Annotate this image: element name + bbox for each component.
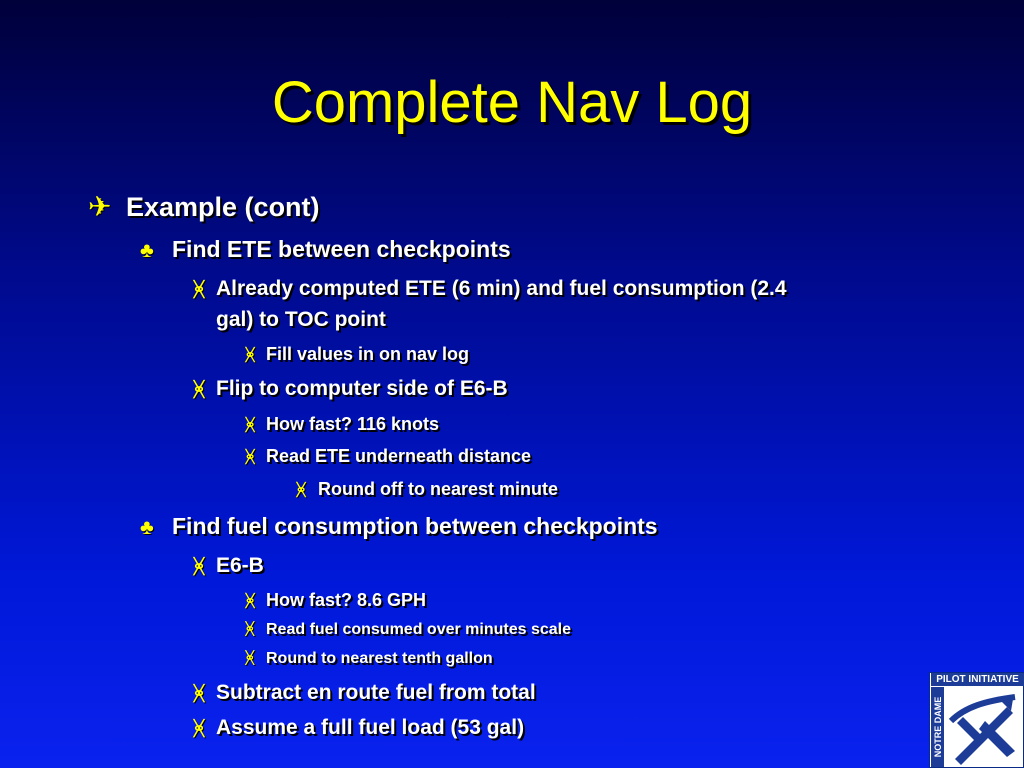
club-bullet-icon: ♣ <box>140 239 154 262</box>
ribbon-bullet-icon: ᚸ <box>296 480 307 499</box>
notre-dame-pilot-initiative-logo <box>929 672 1024 768</box>
list-item-text: How fast? 8.6 GPH <box>266 590 427 610</box>
list-item-text: Flip to computer side of E6-B <box>216 377 508 400</box>
logo-top-text: PILOT INITIATIVE <box>931 673 1024 686</box>
ribbon-bullet-icon: ᚸ <box>245 345 256 364</box>
list-item-text: Find ETE between checkpoints <box>172 236 511 262</box>
list-item-text: Subtract en route fuel from total <box>216 681 536 704</box>
ribbon-bullet-icon: ᚸ <box>245 621 255 638</box>
airplane-logo-icon <box>945 687 1023 767</box>
ribbon-bullet-icon: ᚸ <box>245 650 255 667</box>
list-item-text: Round off to nearest minute <box>318 479 558 499</box>
list-item-text: Fill values in on nav log <box>266 344 470 364</box>
list-item-text: Assume a full fuel load (53 gal) <box>216 716 525 739</box>
logo-side-text: NOTRE DAME <box>933 696 943 758</box>
list-item-text-continued: gal) to TOC point <box>216 308 386 331</box>
list-item-text: Find fuel consumption between checkpoints <box>172 513 658 539</box>
list-item-text: E6-B <box>216 554 264 577</box>
airplane-bullet-icon: ✈ <box>88 191 112 222</box>
ribbon-bullet-icon: ᚸ <box>193 556 205 578</box>
logo-side-band <box>931 687 944 767</box>
ribbon-bullet-icon: ᚸ <box>245 591 256 610</box>
list-item-text: Example (cont) <box>126 192 320 222</box>
ribbon-bullet-icon: ᚸ <box>245 447 256 466</box>
list-item-text: How fast? 116 knots <box>266 414 440 434</box>
ribbon-bullet-icon: ᚸ <box>193 683 205 705</box>
ribbon-bullet-icon: ᚸ <box>193 718 205 740</box>
list-item-text: Read fuel consumed over minutes scale <box>266 621 571 638</box>
list-item-text: Round to nearest tenth gallon <box>266 650 493 667</box>
club-bullet-icon: ♣ <box>140 516 154 539</box>
ribbon-bullet-icon: ᚸ <box>193 279 205 301</box>
list-item-text: Already computed ETE (6 min) and fuel consumption (2.4 <box>216 277 787 300</box>
slide-title: Complete Nav Log <box>271 70 753 135</box>
ribbon-bullet-icon: ᚸ <box>193 379 205 401</box>
list-item-text: Read ETE underneath distance <box>266 446 532 466</box>
ribbon-bullet-icon: ᚸ <box>245 415 256 434</box>
